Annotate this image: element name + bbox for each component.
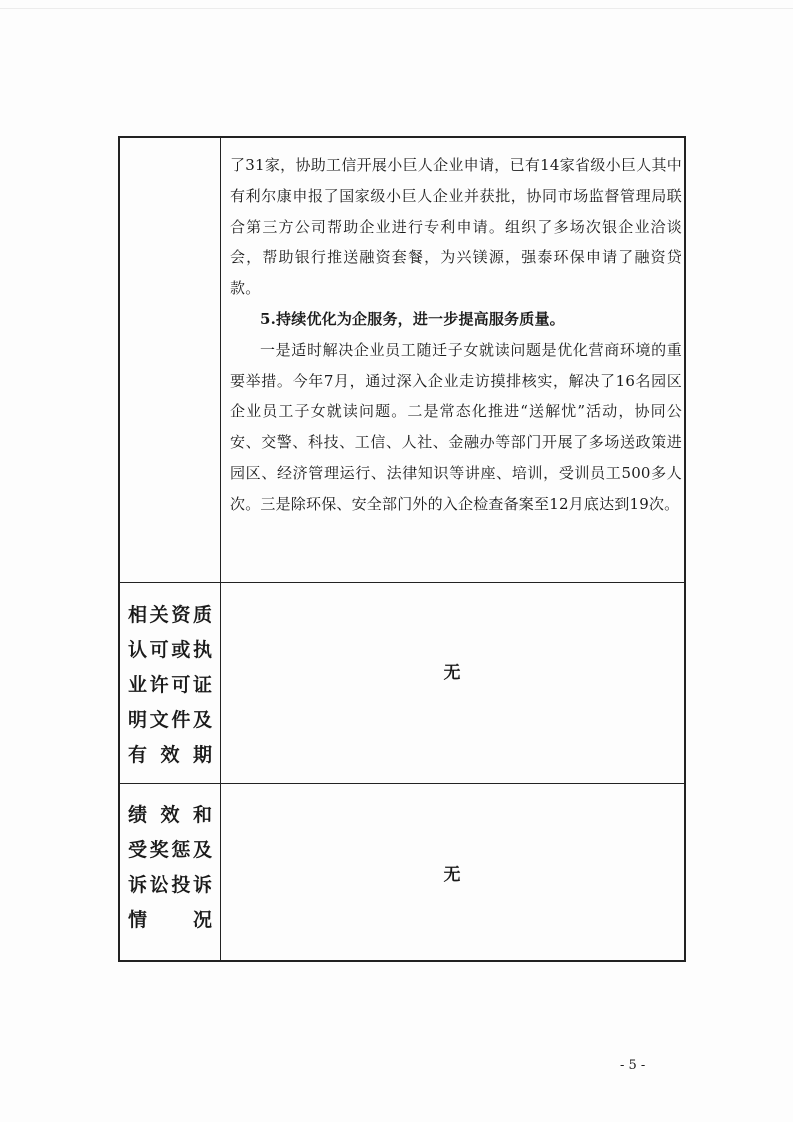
label-line: 有 效 期 [128, 744, 212, 766]
paragraph-continuation: 了31家，协助工信开展小巨人企业申请，已有14家省级小巨人其中有利尔康申报了国家级小巨人企业并获批，协同市场监督管理局联合第三方公司帮助企业进行专利申请。组织了多场次银企业洽谈会，帮助银行推送融资套餐，为兴镁源，强泰环保申请了融资贷款。 [230, 156, 682, 298]
page-number: - 5 - [620, 1058, 646, 1073]
row-divider-1 [120, 582, 684, 583]
form-table [118, 136, 686, 962]
paragraph-service: 一是适时解决企业员工随迁子女就读问题是优化营商环境的重要举措。今年7月，通过深入企业走访摸排核实，解决了16名园区企业员工子女就读问题。二是常态化推进“送解忧”活动，协同公安、交警、科技、工信、人社、金融办等部门开展了多场送政策进园区、经济管理运行、法律知识等讲座、培训，受训员工500多人次。三是除环保、安全部门外的入企检查备案至12月底达到19次。 [230, 340, 682, 513]
label-line: 受 奖 惩 及 [128, 839, 212, 861]
work-summary-cell [230, 150, 682, 520]
value-qualification: 无 [443, 663, 461, 683]
scan-edge-rule [0, 8, 793, 9]
section-heading-5: 5.持续优化为企服务，进一步提高服务质量。 [260, 309, 565, 328]
label-performance [120, 798, 220, 938]
label-line: 绩 效 和 [128, 804, 212, 826]
label-line: 明 文 件 及 [128, 709, 212, 731]
value-performance: 无 [443, 865, 461, 885]
label-line: 情 况 [128, 909, 212, 931]
label-line: 业 许 可 证 [128, 674, 212, 696]
label-line: 认 可 或 执 [128, 639, 212, 661]
column-divider [220, 138, 221, 960]
label-line: 相 关 资 质 [128, 604, 212, 626]
row-divider-2 [120, 783, 684, 784]
label-qualification [120, 598, 220, 773]
label-line: 诉 讼 投 诉 [128, 874, 212, 896]
